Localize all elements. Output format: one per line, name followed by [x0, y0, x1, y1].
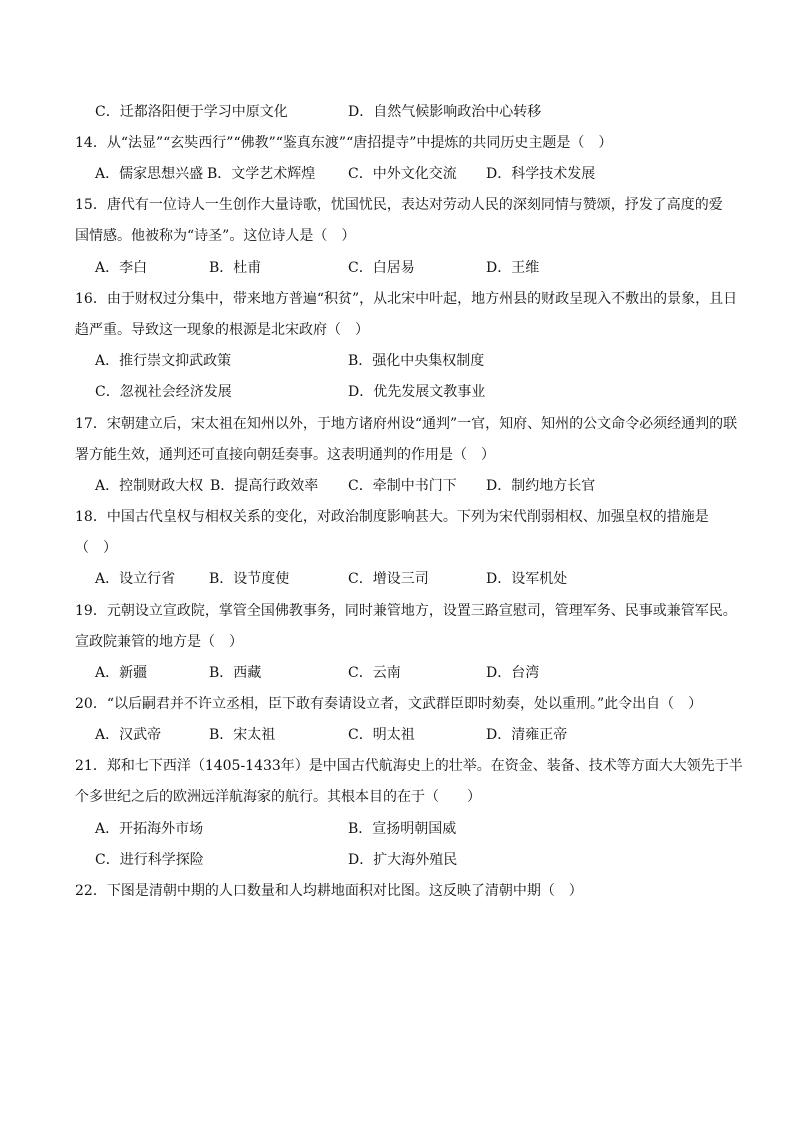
q14-stem: 14．从“法显”“玄奘西行”“佛教”“鉴真东渡”“唐招提寺”中提炼的共同历史主题是（ ）: [75, 135, 613, 151]
q18-stem-line2: （ ）: [75, 540, 117, 556]
q21-option-c[interactable]: C．进行科学探险: [95, 852, 204, 868]
q15-option-b[interactable]: B．杜甫: [209, 260, 262, 276]
q22-stem: 22．下图是清朝中期的人口数量和人均耕地面积对比图。这反映了清朝中期（ ）: [75, 883, 583, 899]
q19-option-d[interactable]: D．台湾: [486, 665, 540, 681]
q20-option-b[interactable]: B．宋太祖: [209, 727, 276, 743]
q18-option-a[interactable]: A．设立行省: [95, 571, 176, 587]
q17-stem-line2: 署方能生效，通判还可直接向朝廷奏事。这表明通判的作用是（ ）: [75, 447, 495, 463]
q21-option-a[interactable]: A．开拓海外市场: [95, 821, 204, 837]
q17-option-a[interactable]: A．控制财政大权: [95, 478, 204, 494]
q14-option-a[interactable]: A．儒家思想兴盛: [95, 166, 204, 182]
q16-stem-line1: 16．由于财权过分集中，带来地方普遍“积贫”，从北宋中叶起，地方州县的财政呈现入不敷出的景象，且日: [75, 291, 738, 307]
q14-option-b[interactable]: B．文学艺术辉煌: [207, 166, 316, 182]
q19-option-a[interactable]: A．新疆: [95, 665, 148, 681]
q21-option-b[interactable]: B．宣扬明朝国威: [348, 821, 457, 837]
q16-option-d[interactable]: D．优先发展文教事业: [348, 384, 486, 400]
q16-stem-line2: 趋严重。导致这一现象的根源是北宋政府（ ）: [75, 322, 369, 338]
q21-stem-line1: 21．郑和七下西洋（1405-1433年）是中国古代航海史上的壮举。在资金、装备、技术等方面大大领先于半: [75, 758, 743, 774]
q19-option-c[interactable]: C．云南: [348, 665, 401, 681]
q15-stem-line1: 15．唐代有一位诗人一生创作大量诗歌，忧国忧民，表达对劳动人民的深刻同情与赞颂，抒发了高度的爱: [75, 197, 723, 213]
q19-option-b[interactable]: B．西藏: [209, 665, 262, 681]
q18-option-c[interactable]: C．增设三司: [348, 571, 429, 587]
q14-option-c[interactable]: C．中外文化交流: [348, 166, 457, 182]
q17-option-d[interactable]: D．制约地方长官: [486, 478, 596, 494]
q18-option-d[interactable]: D．设军机处: [486, 571, 568, 587]
q15-stem-line2: 国情感。他被称为“诗圣”。这位诗人是（ ）: [75, 228, 356, 244]
q13-option-c[interactable]: C．迁都洛阳便于学习中原文化: [95, 104, 288, 120]
q21-option-d[interactable]: D．扩大海外殖民: [348, 852, 458, 868]
q20-option-a[interactable]: A．汉武帝: [95, 727, 162, 743]
q21-stem-line2: 个多世纪之后的欧洲远洋航海家的航行。其根本目的在于（ ）: [75, 789, 481, 805]
q17-option-b[interactable]: B．提高行政效率: [210, 478, 319, 494]
q16-option-b[interactable]: B．强化中央集权制度: [348, 353, 485, 369]
q16-option-c[interactable]: C．忽视社会经济发展: [95, 384, 232, 400]
q17-option-c[interactable]: C．牵制中书门下: [348, 478, 457, 494]
q13-option-d[interactable]: D．自然气候影响政治中心转移: [348, 104, 542, 120]
q15-option-c[interactable]: C．白居易: [348, 260, 415, 276]
q14-option-d[interactable]: D．科学技术发展: [486, 166, 596, 182]
q18-stem-line1: 18．中国古代皇权与相权关系的变化，对政治制度影响甚大。下列为宋代削弱相权、加强皇权的措施是: [75, 509, 709, 525]
q19-stem-line1: 19．元朝设立宣政院，掌管全国佛教事务，同时兼管地方，设置三路宣慰司，管理军务、民事或兼管军民。: [75, 603, 737, 619]
q15-option-a[interactable]: A．李白: [95, 260, 148, 276]
q16-option-a[interactable]: A．推行崇文抑武政策: [95, 353, 232, 369]
q20-stem: 20．“以后嗣君并不许立丞相，臣下敢有奏请设立者，文武群臣即时劾奏，处以重刑。”此令出自（ ）: [75, 696, 703, 712]
q20-option-d[interactable]: D．清雍正帝: [486, 727, 568, 743]
q15-option-d[interactable]: D．王维: [486, 260, 540, 276]
q20-option-c[interactable]: C．明太祖: [348, 727, 415, 743]
q17-stem-line1: 17．宋朝建立后，宋太祖在知州以外，于地方诸府州设“通判”一官，知府、知州的公文命令必须经通判的联: [75, 416, 738, 432]
q18-option-b[interactable]: B．设节度使: [209, 571, 290, 587]
q19-stem-line2: 宣政院兼管的地方是（ ）: [75, 634, 243, 650]
